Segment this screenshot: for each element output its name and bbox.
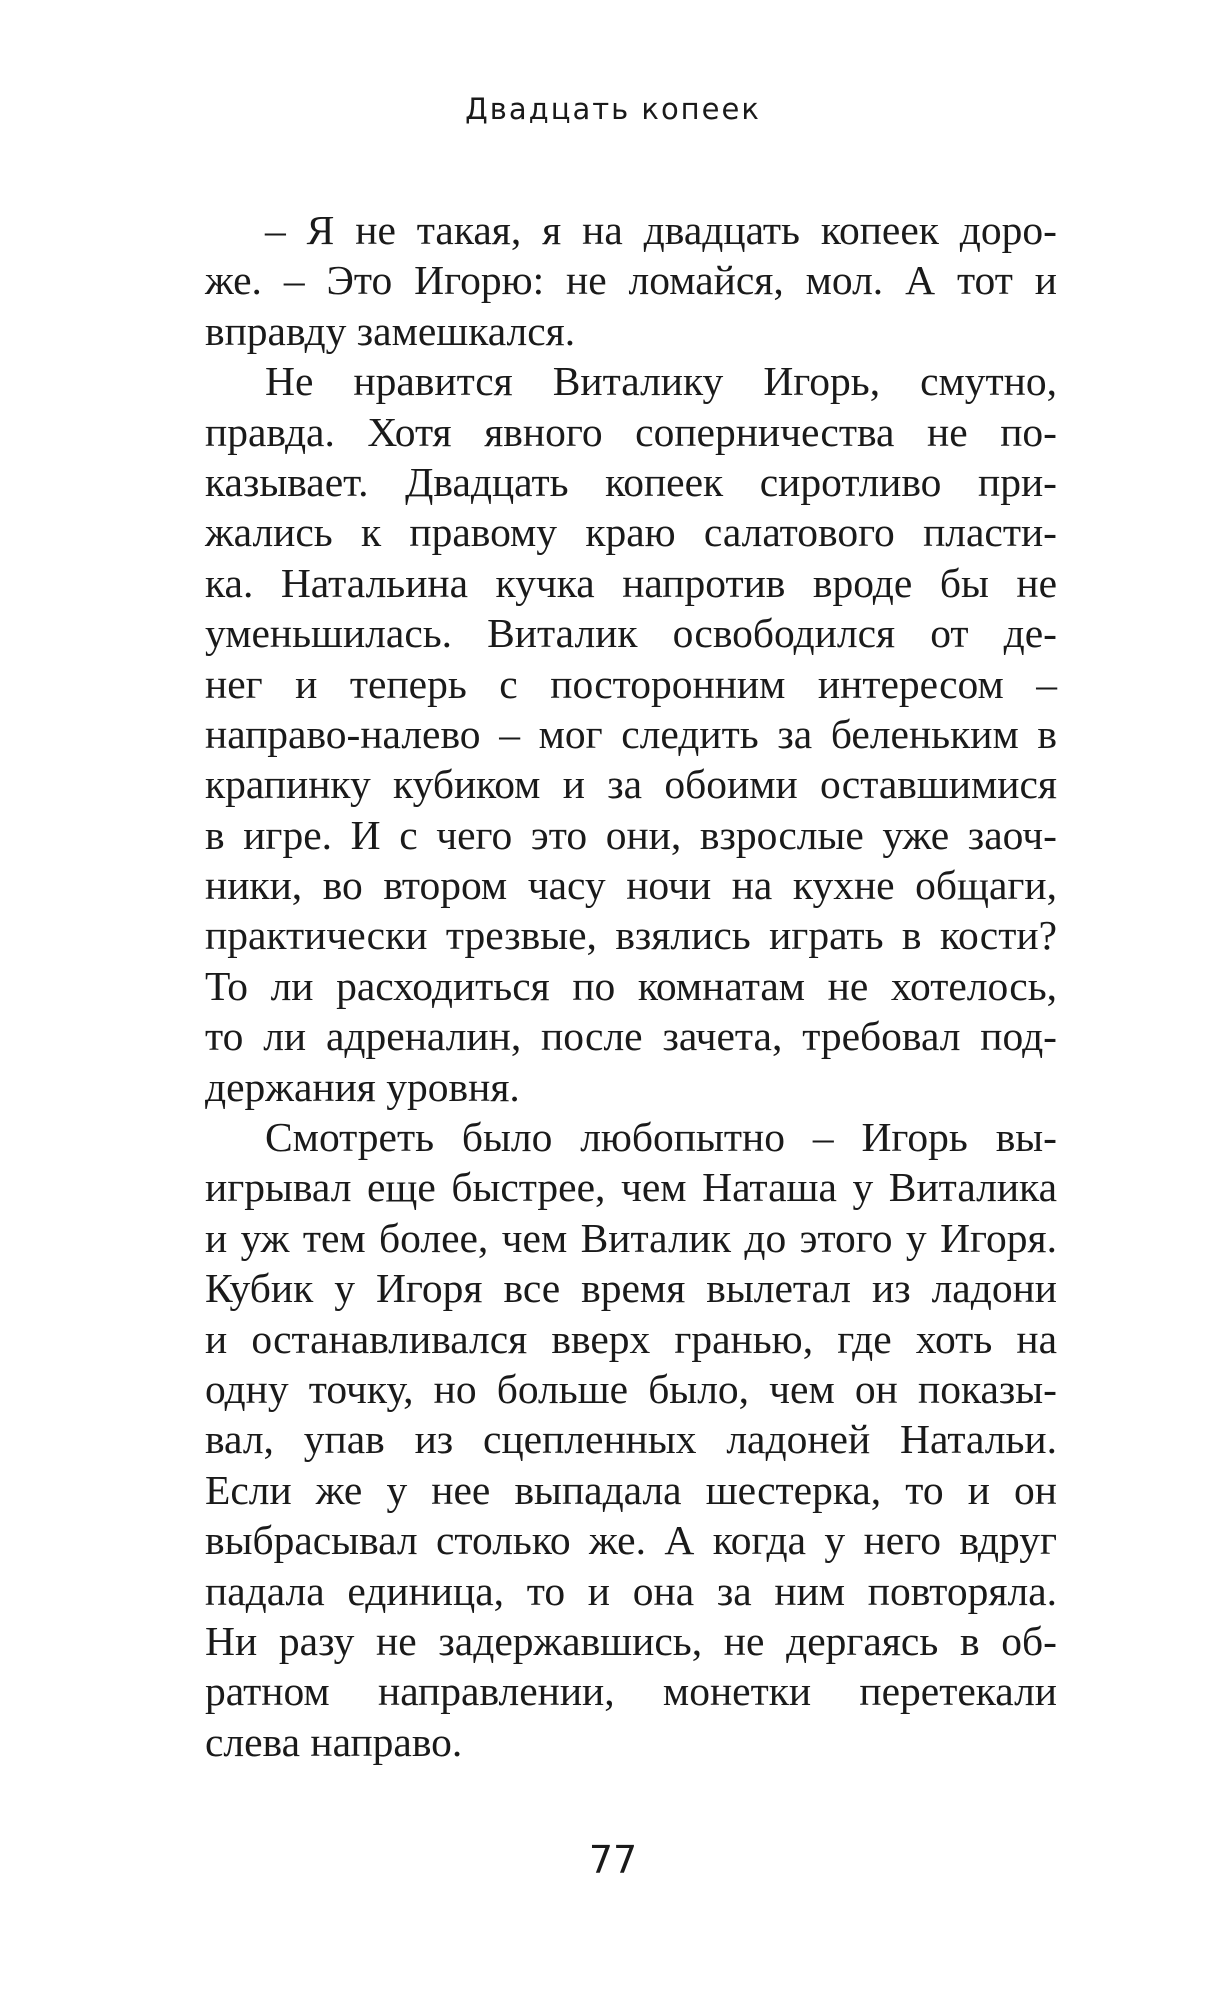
text-line: направо-налево – мог следить за беленьким в — [205, 710, 1057, 757]
text-line: крапинку кубиком и за обоими оставшимися — [205, 761, 1057, 808]
text-line: выбрасывал столько же. А когда у него вдруг — [205, 1517, 1057, 1564]
page-number: 77 — [588, 1838, 638, 1882]
text-line: и останавливался вверх гранью, где хоть на — [205, 1315, 1057, 1362]
text-line: держания уровня. — [205, 1063, 520, 1110]
text-line: в игре. И с чего это они, взрослые уже заоч- — [205, 811, 1057, 858]
text-line: Смотреть было любопытно – Игорь вы- — [265, 1114, 1057, 1161]
text-line: ка. Натальина кучка напротив вроде бы не — [205, 559, 1057, 606]
text-line: нег и теперь с посторонним интересом – — [205, 660, 1057, 707]
text-line: же. – Это Игорю: не ломайся, мол. А тот и — [205, 257, 1057, 304]
text-line: Если же у нее выпадала шестерка, то и он — [205, 1466, 1057, 1513]
text-line: ратном направлении, монетки перетекали — [205, 1668, 1057, 1715]
text-line: правда. Хотя явного соперничества не по- — [205, 408, 1057, 455]
text-line: слева направо. — [205, 1718, 463, 1765]
text-line: жались к правому краю салатового пласти- — [205, 509, 1057, 556]
text-line: казывает. Двадцать копеек сиротливо при- — [205, 458, 1057, 505]
text-line: игрывал еще быстрее, чем Наташа у Виталика — [205, 1164, 1057, 1211]
text-line: Ни разу не задержавшись, не дергаясь в об- — [205, 1617, 1057, 1664]
text-line: и уж тем более, чем Виталик до этого у Игоря. — [205, 1214, 1057, 1261]
text-line: вправду замешкался. — [205, 307, 576, 354]
text-line: – Я не такая, я на двадцать копеек доро- — [265, 207, 1057, 253]
text-line: вал, упав из сцепленных ладоней Натальи. — [205, 1416, 1057, 1463]
text-line: практически трезвые, взялись играть в кости? — [205, 912, 1057, 959]
text-line: уменьшилась. Виталик освободился от де- — [205, 610, 1057, 657]
text-line: Кубик у Игоря все время вылетал из ладони — [205, 1265, 1057, 1312]
text-line: то ли адреналин, после зачета, требовал под- — [205, 1013, 1057, 1060]
text-line: То ли расходиться по комнатам не хотелось, — [205, 962, 1057, 1009]
text-line: Не нравится Виталику Игорь, смутно, — [265, 358, 1057, 405]
text-line: падала единица, то и она за ним повторяла. — [205, 1567, 1057, 1614]
body-text — [205, 205, 1057, 1767]
text-line: ники, во втором часу ночи на кухне общаги, — [205, 862, 1057, 909]
text-line: одну точку, но больше было, чем он показы- — [205, 1365, 1057, 1412]
running-head: Двадцать копеек — [465, 92, 761, 126]
